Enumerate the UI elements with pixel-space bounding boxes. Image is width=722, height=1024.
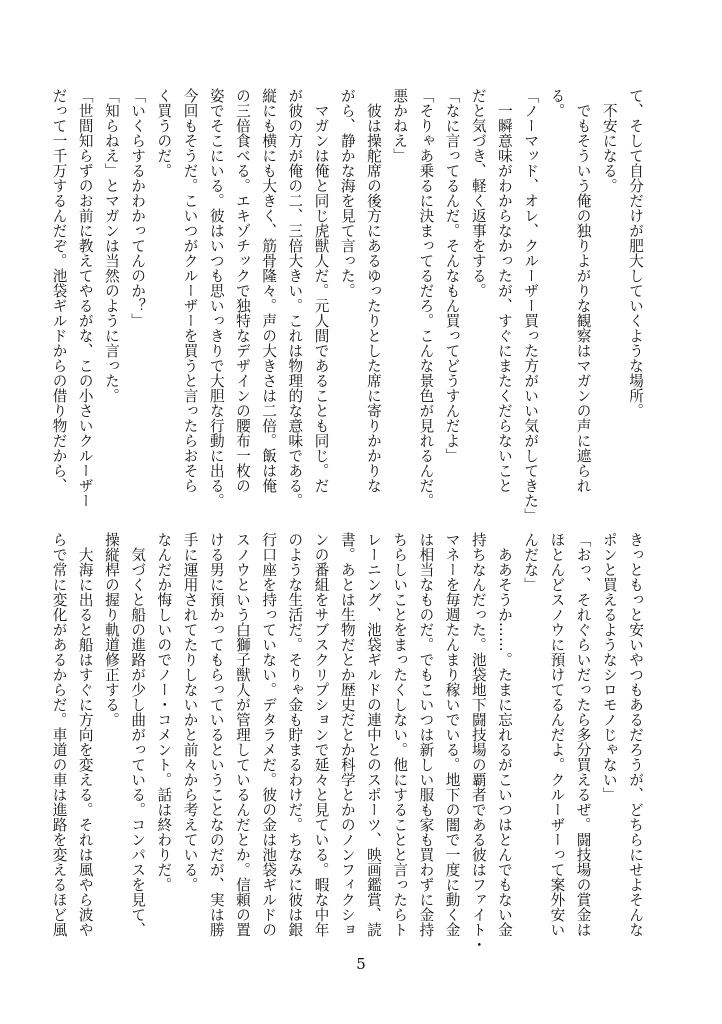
text-line: なんだか悔しいのでノー・コメント。話は終わりだ。 xyxy=(155,532,173,892)
text-line: 悪かねえ」 xyxy=(391,88,409,163)
text-line: 「おっ、それぐらいだったら多分買えるぜ。闘技場の賞金は xyxy=(574,532,592,937)
text-line: 今回もそうだ。こいつがクルーザーを買うと言ったらおそら xyxy=(181,88,199,493)
text-line: らで常に変化があるからだ。車道の車は進路を変えるほど風 xyxy=(50,532,68,937)
text-line: だと気づき、軽く返事をする。 xyxy=(469,88,487,298)
text-line: 大海に出ると船はすぐに方向を変える。それは風やら波や xyxy=(76,546,94,937)
text-line: の三倍食べる。エキゾチックで独特なデザインの腰布一枚の xyxy=(233,88,251,493)
text-line: ほとんどスノウに預けてるんだよ。クルーザーって案外安い xyxy=(548,532,566,937)
text-line: レーニング、池袋ギルドの連中とのスポーツ、映画鑑賞、読 xyxy=(364,532,382,937)
text-line: だって一千万するんだぞ。池袋ギルドからの借り物だから、 xyxy=(50,88,68,493)
text-line: ああそうか……。たまに忘れるがこいつはとんでもない金 xyxy=(495,546,513,937)
text-line: 持ちなんだった。池袋地下闘技場の覇者である彼はファイト・ xyxy=(469,532,487,952)
text-line: マガンは俺と同じ虎獣人だ。元人間であることも同じ。だ xyxy=(312,102,330,493)
text-line: 「なに言ってるんだ。そんなもん買ってどうすんだよ」 xyxy=(443,88,461,463)
text-line: でもそういう俺の独りよがりな観察はマガンの声に遮られ xyxy=(574,102,592,493)
text-line: て、そして自分だけが肥大していくような場所。 xyxy=(627,88,644,418)
text-line: ポンと買えるようなシロモノじゃない」 xyxy=(600,532,618,802)
text-line: ンの番組をサブスクリプションで延々と見ている。暇な中年 xyxy=(312,532,330,937)
text-line: 行口座を持っていない。デタラメだ。彼の金は池袋ギルドの xyxy=(260,532,278,937)
text-line: がら、静かな海を見て言った。 xyxy=(338,88,356,298)
text-line: 不安になる。 xyxy=(600,102,618,193)
text-line: んだな」 xyxy=(522,532,540,592)
lower-text-block xyxy=(50,532,648,952)
text-line: る。 xyxy=(548,88,566,118)
text-line: ちらしいことをまったくしない。他にすることと言ったらト xyxy=(391,532,409,937)
text-line: 書。あとは生物だとか歴史だとか科学とかのノンフィクショ xyxy=(338,532,356,937)
text-line: は相当なものだ。でもこいつは新しい服も家も買わずに金持 xyxy=(417,532,435,937)
text-line: のような生活だ。そりゃ金も貯まるわけだ。ちなみに彼は銀 xyxy=(286,532,304,937)
text-line: スノウという白獅子獣人が管理しているんだとか。信頼の置 xyxy=(233,532,251,937)
page-number: 5 xyxy=(356,955,366,973)
text-line: 「そりゃあ乗るに決まってるだろ。こんな景色が見れるんだ。 xyxy=(417,88,435,508)
upper-text-block xyxy=(50,88,648,523)
text-line: 縦にも横にも大きく、筋骨隆々。声の大きさは二倍。飯は俺 xyxy=(260,88,278,493)
text-line: きっともっと安いやつもあるだろうが、どちらにせよそんな xyxy=(627,532,644,937)
text-line: が彼の方が俺の二、三倍大きい。これは物理的な意味である。 xyxy=(286,88,304,508)
text-line: 「世間知らずのお前に教えてやるがな、この小さいクルーザー xyxy=(76,88,94,508)
text-line: く買うのだ。 xyxy=(155,88,173,178)
text-line: 一瞬意味がわからなかったが、すぐにまたくだらないこと xyxy=(495,102,513,493)
text-line: 「いくらするかわかってんのか？」 xyxy=(129,88,147,328)
text-line: 手に運用されてたりしないかと前々から考えている。 xyxy=(181,532,199,892)
text-line: 姿でそこにいる。彼はいつも思いっきりで大胆な行動に出る。 xyxy=(207,88,225,508)
text-line: 「知らねえ」とマガンは当然のように言った。 xyxy=(102,88,120,403)
text-line: 彼は操舵席の後方にあるゆったりとした席に寄りかかりな xyxy=(364,102,382,493)
text-line: 「ノーマッド、オレ、クルーザー買った方がいい気がしてきた」 xyxy=(522,88,540,523)
text-line: ける男に預かってもらっているということなのだが、実は勝 xyxy=(207,532,225,937)
text-line: 操縦桿の握り軌道修正する。 xyxy=(102,532,120,727)
text-line: 気づくと船の進路が少し曲がっている。コンパスを見て、 xyxy=(129,546,147,937)
text-line: マネーを毎週たんまり稼いでいる。地下の闇で一度に動く金 xyxy=(443,532,461,937)
